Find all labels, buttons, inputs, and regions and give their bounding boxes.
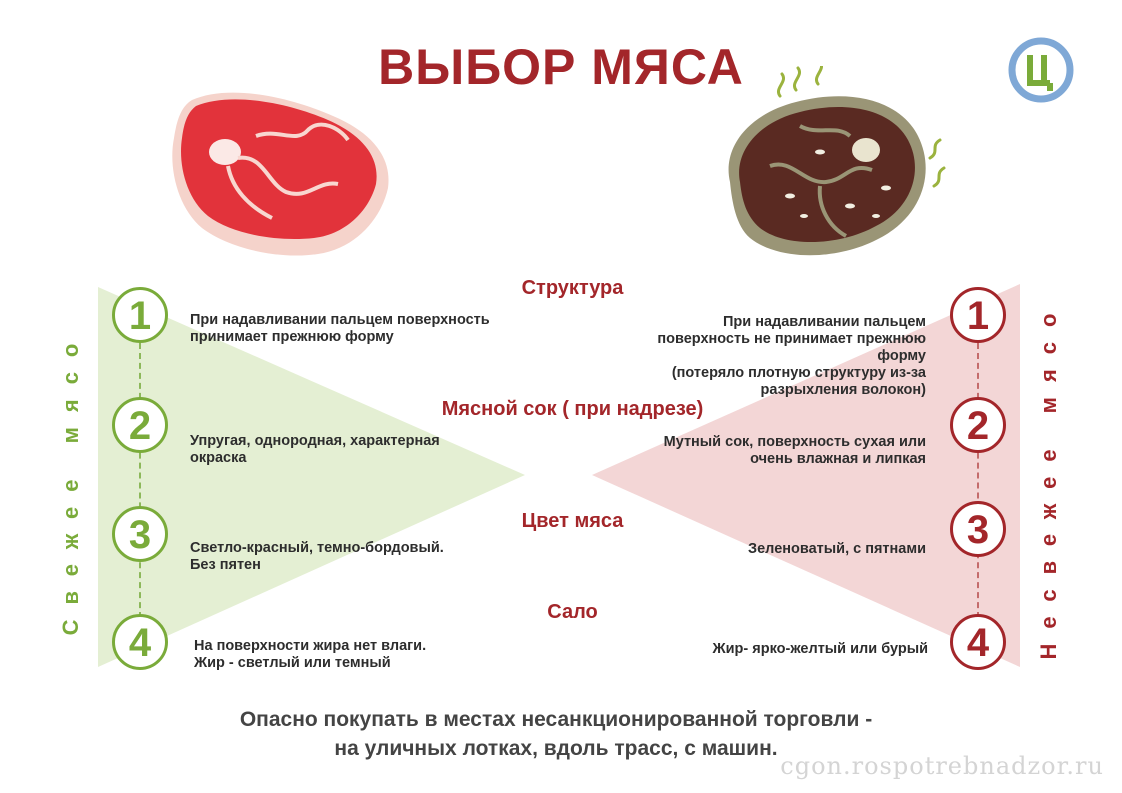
fresh-number-3: 3 [112,506,168,562]
fresh-description-1: При надавливании пальцем поверхность принимает прежнюю форму [190,312,490,345]
stale-description-3: Зеленоватый, с пятнами [748,541,926,557]
stale-number-4: 4 [950,614,1006,670]
stale-number-2: 2 [950,397,1006,453]
category-title-fat: Сало [547,601,598,623]
fresh-meat-icon [168,88,400,260]
stale-number-3: 3 [950,501,1006,557]
stale-number-1: 1 [950,287,1006,343]
warning-text: Опасно покупать в местах несанкционированной торговли - на уличных лотках, вдоль трасс, с машин. [239,708,873,760]
stale-description-2: Мутный сок, поверхность сухая или очень влажная и липкая [663,434,926,467]
fresh-number-2: 2 [112,397,168,453]
category-title-color: Цвет мяса [521,510,624,532]
fresh-description-2: Упругая, однородная, характерная окраска [190,433,440,466]
stale-description-4: Жир- ярко-желтый или бурый [712,641,928,657]
center-logo-icon [1008,37,1074,103]
stale-description-1: При надавливании пальцем поверхность не принимает прежнюю форму (потеряло плотную структуру из-за разрыхления волокон) [657,314,926,398]
spoiled-meat-icon [700,66,962,270]
stale-meat-label: Несвежее мясо [1036,298,1061,660]
fresh-connector-line [139,343,141,628]
fresh-number-1: 1 [112,287,168,343]
fresh-description-3: Светло-красный, темно-бордовый. Без пятен [190,540,444,573]
category-title-structure: Структура [521,277,624,299]
fresh-number-4: 4 [112,614,168,670]
fresh-description-4: На поверхности жира нет влаги. Жир - светлый или темный [194,638,427,671]
site-watermark: cgon.rospotrebnadzor.ru [780,752,1104,780]
page-title: ВЫБОР МЯСА [378,39,744,95]
fresh-meat-label: Свежее мясо [58,328,83,636]
stale-connector-line [977,343,979,628]
category-title-juice: Мясной сок ( при надрезе) [441,398,704,420]
